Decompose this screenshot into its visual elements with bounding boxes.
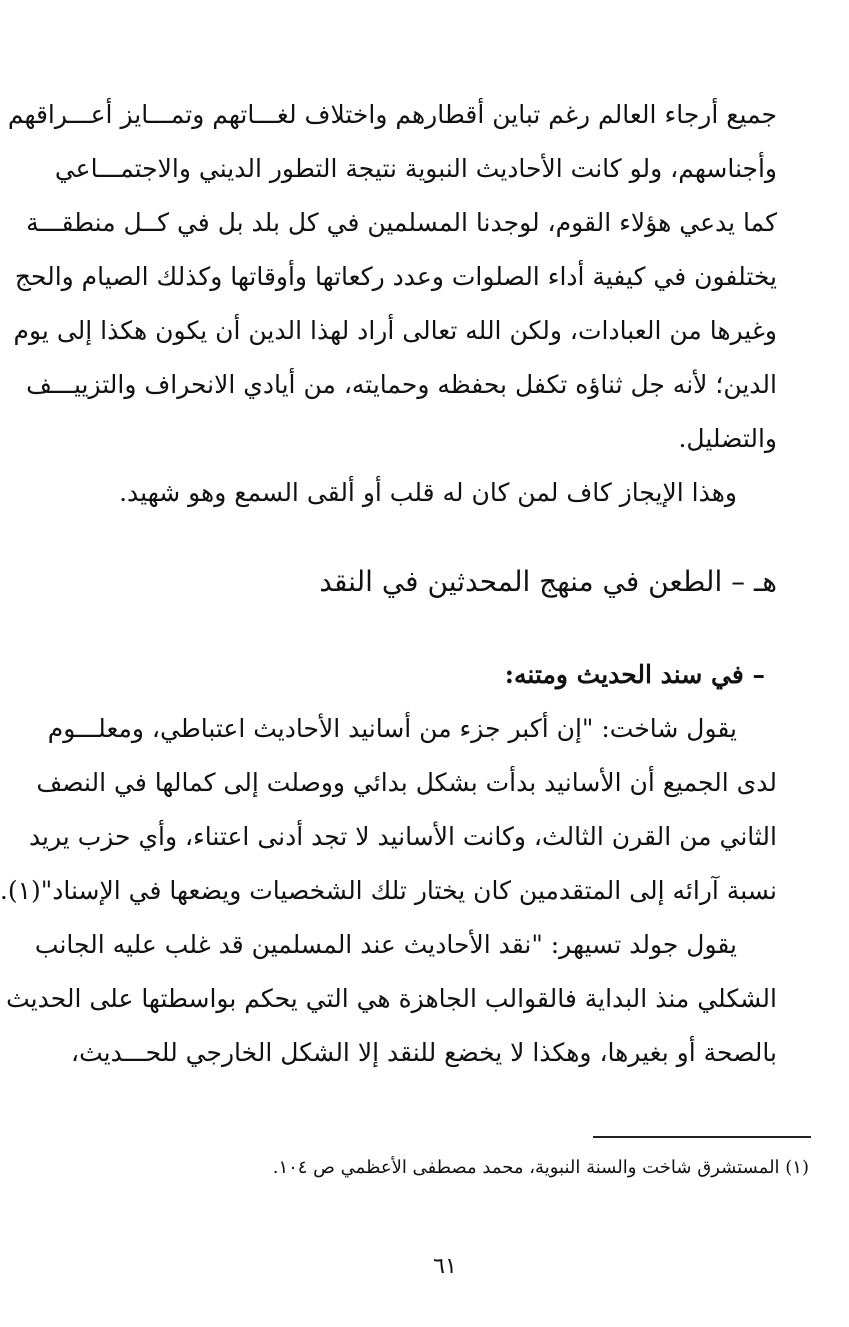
paragraph-line: كما يدعي هؤلاء القوم، لوجدنا المسلمين في كل بلد بل في كــل منطقـــة	[26, 208, 777, 237]
paragraph-line: وأجناسهم، ولو كانت الأحاديث النبوية نتيجة التطور الديني والاجتمـــاعي	[54, 154, 777, 183]
paragraph-line: الثاني من القرن الثالث، وكانت الأسانيد لا تجد أدنى اعتناء، وأي حزب يريد	[28, 822, 777, 851]
paragraph-2	[113, 466, 777, 520]
page-number: ٦١	[433, 1254, 457, 1279]
paragraph-line: الدين؛ لأنه جل ثناؤه تكفل بحفظه وحمايته، من أيادي الانحراف والتزييـــف	[26, 370, 777, 399]
paragraph-line: نسبة آرائه إلى المتقدمين كان يختار تلك الشخصيات ويضعها في الإسناد"(١).	[0, 876, 777, 905]
paragraph-line: والتضليل.	[678, 424, 777, 453]
paragraph-line: وغيرها من العبادات، ولكن الله تعالى أراد لهذا الدين أن يكون هكذا إلى يوم	[13, 316, 777, 345]
footnote-divider	[593, 1136, 811, 1138]
paragraph-line: وهذا الإيجاز كاف لمن كان له قلب أو ألقى السمع وهو شهيد.	[119, 478, 737, 507]
paragraph-line: لدى الجميع أن الأسانيد بدأت بشكل بدائي ووصلت إلى كمالها في النصف	[36, 768, 777, 797]
section-heading: هـ – الطعن في منهج المحدثين في النقد	[319, 565, 777, 598]
footnote: (١) المستشرق شاخت والسنة النبوية، محمد مصطفى الأعظمي ص ١٠٤.	[272, 1157, 809, 1178]
paragraph-1	[7, 88, 777, 466]
paragraph-line: بالصحة أو بغيرها، وهكذا لا يخضع للنقد إلا الشكل الخارجي للحـــديث،	[71, 1038, 777, 1067]
subheading: – في سند الحديث ومتنه:	[504, 660, 765, 689]
paragraph-4	[6, 918, 777, 1080]
paragraph-line: يقول جولد تسيهر: "نقد الأحاديث عند المسلمين قد غلب عليه الجانب	[34, 930, 737, 959]
paragraph-line: يختلفون في كيفية أداء الصلوات وعدد ركعاتها وأوقاتها وكذلك الصيام والحج	[14, 262, 777, 291]
paragraph-line: يقول شاخت: "إن أكبر جزء من أسانيد الأحاديث اعتباطي، ومعلـــوم	[47, 714, 737, 743]
paragraph-line: الشكلي منذ البداية فالقوالب الجاهزة هي التي يحكم بواسطتها على الحديث	[6, 984, 777, 1013]
paragraph-3	[0, 702, 777, 918]
page-body	[0, 88, 777, 1327]
paragraph-line: جميع أرجاء العالم رغم تباين أقطارهم واختلاف لغـــاتهم وتمـــايز أعـــراقهم	[7, 100, 777, 129]
